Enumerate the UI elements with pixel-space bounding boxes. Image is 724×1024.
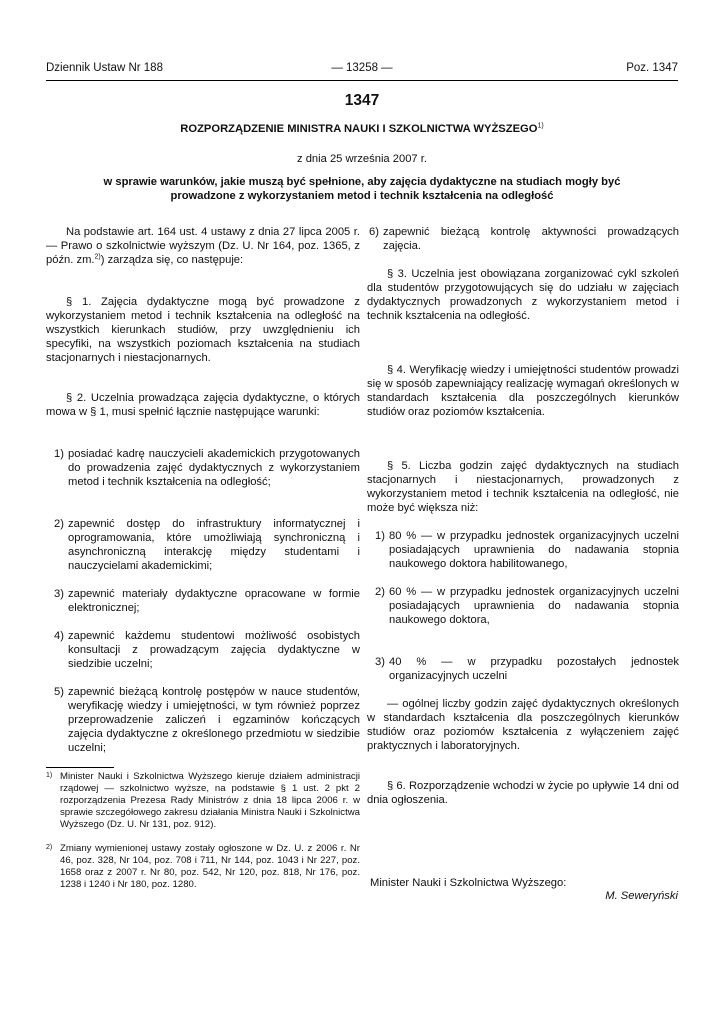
list-item: 5) zapewnić bieżącą kontrolę postępów w nauce studentów, weryfikację wiedzy i umiejętności, w tym również poprzez przeprowadzenie zaliczeń i egzaminów kończących zajęcia dydaktyczne z określonego przedmiotu w siedzibie uczelni; [54, 686, 360, 754]
document-number: 1347 [344, 92, 380, 109]
signature-name: M. Seweryński [605, 890, 678, 902]
footnote: 2) Zmiany wymienionej ustawy zostały ogłoszone w Dz. U. z 2006 r. Nr 46, poz. 328, Nr 104, poz. 708 i 711, Nr 144, poz. 1043 i Nr 227, poz. 1658 oraz z 2007 r. Nr 80, poz. 542, Nr 120, poz. 818, Nr 176, poz. 1238 i 1240 i Nr 180, poz. 1280. [46, 843, 360, 890]
footnote-ref-2[interactable]: 2) [94, 253, 101, 261]
signature-role: Minister Nauki i Szkolnictwa Wyższego: [370, 877, 567, 889]
section-6: § 6. Rozporządzenie wchodzi w życie po upływie 14 dni od dnia ogłoszenia. [367, 780, 679, 806]
section-5-tail: — ogólnej liczby godzin zajęć dydaktycznych określonych w standardach kształcenia dla poszczególnych kierunków studiów oraz poziomów kształcenia z wyłączeniem zajęć praktycznych i laboratoryjnych. [367, 698, 679, 752]
preamble: Na podstawie art. 164 ust. 4 ustawy z dnia 27 lipca 2005 r. — Prawo o szkolnictwie wyższym (Dz. U. Nr 164, poz. 1365, z późn. zm.$^{2)}$) zarządza się, co następuje: [46, 226, 360, 266]
list-item: 1) 80 % — w przypadku jednostek organizacyjnych uczelni posiadających uprawnienia do nadawania stopnia naukowego doktora habilitowanego, [375, 530, 679, 570]
section-3: § 3. Uczelnia jest obowiązana zorganizować cykl szkoleń dla studentów przygotowujących się do udziału w zajęciach dydaktycznych prowadzonych z wykorzystaniem metod i technik kształcenia na odległość. [367, 268, 679, 322]
footnote-ref-1[interactable]: 1) [537, 122, 544, 130]
header-divider [46, 80, 678, 81]
list-item: 3) 40 % — w przypadku pozostałych jednostek organizacyjnych uczelni [375, 656, 679, 682]
list-item: 3) zapewnić materiały dydaktyczne opracowane w formie elektronicznej; [54, 588, 360, 614]
journal-name: Dziennik Ustaw Nr 188 [46, 62, 163, 74]
section-5-intro: § 5. Liczba godzin zajęć dydaktycznych na studiach stacjonarnych i niestacjonarnych, prowadzonych z wykorzystaniem metod i technik kształcenia na odległość, nie może być większa niż: [367, 460, 679, 514]
list-item: 2) 60 % — w przypadku jednostek organizacyjnych uczelni posiadających uprawnienia do nadawania stopnia naukowego doktora, [375, 586, 679, 626]
position-number: Poz. 1347 [626, 62, 678, 74]
document-title: ROZPORZĄDZENIE MINISTRA NAUKI I SZKOLNICTWA WYŻSZEGO$^{1)}$ [180, 122, 544, 135]
list-item: 6) zapewnić bieżącą kontrolę aktywności prowadzących zajęcia. [369, 226, 679, 252]
list-item: 4) zapewnić każdemu studentowi możliwość osobistych konsultacji z prowadzącym zajęcia dydaktyczne w siedzibie uczelni; [54, 630, 360, 670]
footnote-divider [46, 767, 114, 768]
document-subject: w sprawie warunków, jakie muszą być spełnione, aby zajęcia dydaktyczne na studiach mogły być prowadzone z wykorzystaniem metod i technik kształcenia na odległość [103, 176, 621, 202]
footnote: 1) Minister Nauki i Szkolnictwa Wyższego kieruje działem administracji rządowej — szkolnictwo wyższe, na podstawie § 1 ust. 2 pkt 2 rozporządzenia Prezesa Rady Ministrów z dnia 18 lipca 2006 r. w sprawie szczegółowego zakresu działania Ministra Nauki i Szkolnictwa Wyższego (Dz. U. Nr 131, poz. 912). [46, 771, 360, 830]
section-2-intro: § 2. Uczelnia prowadząca zajęcia dydaktyczne, o których mowa w § 1, musi spełnić łącznie następujące warunki: [46, 392, 360, 418]
list-item: 1) posiadać kadrę nauczycieli akademickich przygotowanych do prowadzenia zajęć dydaktycznych z wykorzystaniem metod i technik kształcenia na odległość; [54, 448, 360, 488]
section-1: § 1. Zajęcia dydaktyczne mogą być prowadzone z wykorzystaniem metod i technik kształcenia na odległość na wszystkich kierunkach studiów, przy uwzględnieniu ich specyfiki, na wszystkich poziomach kształcenia na studiach stacjonarnych i niestacjonarnych. [46, 296, 360, 364]
page-number: — 13258 — [331, 62, 393, 74]
document-date: z dnia 25 września 2007 r. [297, 153, 427, 165]
section-4: § 4. Weryfikację wiedzy i umiejętności studentów prowadzi się w sposób zapewniający realizację wymagań określonych w standardach kształcenia dla poszczególnych kierunków studiów oraz poziomów kształcenia. [367, 364, 679, 418]
list-item: 2) zapewnić dostęp do infrastruktury informatycznej i oprogramowania, które umożliwiają synchroniczną i asynchroniczną interakcję między studentami i nauczycielami akademickimi; [54, 518, 360, 572]
